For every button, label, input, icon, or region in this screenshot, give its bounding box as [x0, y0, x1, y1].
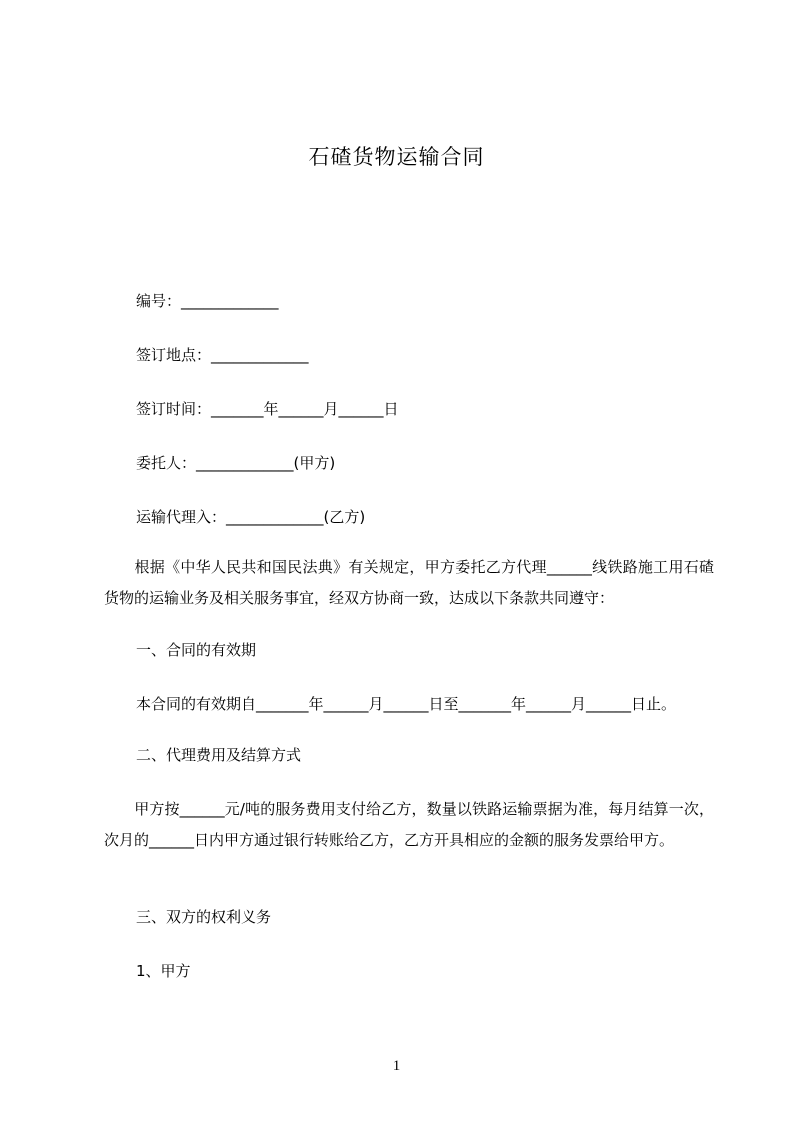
section-1-heading: 一、合同的有效期: [136, 641, 257, 659]
section-3-sub-1: 1、甲方: [136, 962, 191, 980]
document-title: 石碴货物运输合同: [308, 145, 485, 169]
section-2-heading: 二、代理费用及结算方式: [136, 746, 302, 764]
sign-place-field: 签订地点：_____________: [136, 346, 309, 364]
section-2-body: 甲方按______元/吨的服务费用支付给乙方，数量以铁路运输票据为准，每月结算一次，次月的______日内甲方通过银行转账给乙方，乙方开具相应的金额的服务发票给甲方。: [104, 800, 714, 849]
page-number: 1: [392, 1058, 401, 1074]
section-1-body: 本合同的有效期自_______年______月______日至_______年______月______日止。: [136, 695, 677, 713]
contract-number-field: 编号：_____________: [136, 292, 279, 310]
sign-time-field: 签订时间：_______年______月______日: [136, 400, 399, 418]
client-field: 委托人：_____________(甲方): [136, 454, 336, 472]
intro-paragraph: 根据《中华人民共和国民法典》有关规定，甲方委托乙方代理______线铁路施工用石碴货物的运输业务及相关服务事宜，经双方协商一致，达成以下条款共同遵守：: [104, 558, 714, 607]
section-3-heading: 三、双方的权利义务: [136, 908, 272, 926]
agent-field: 运输代理入：_____________(乙方): [136, 508, 366, 526]
